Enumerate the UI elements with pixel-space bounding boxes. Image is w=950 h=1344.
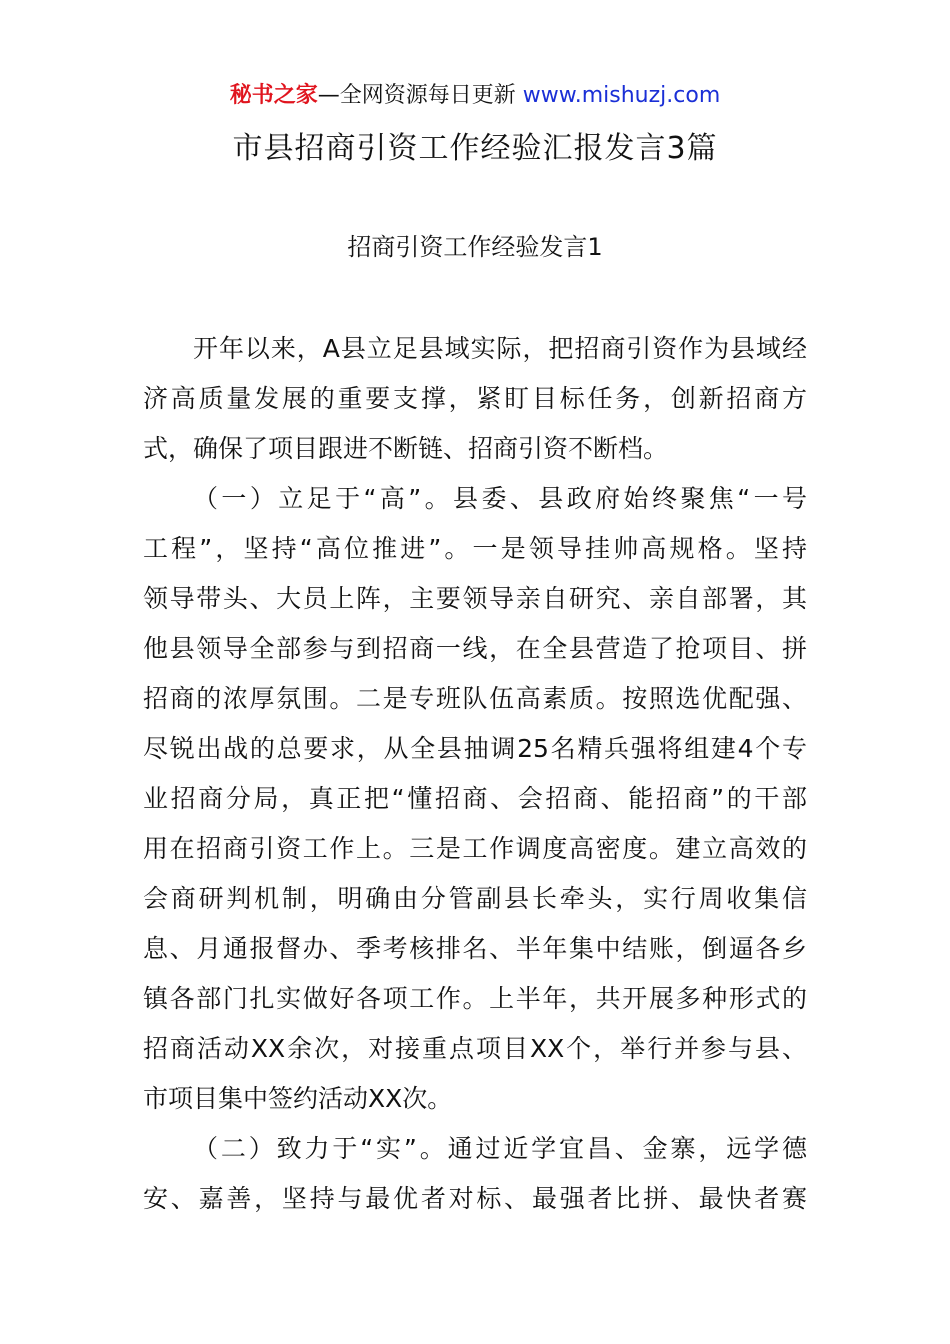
text-line: 安、嘉善，坚持与最优者对标、最强者比拼、最快者赛 — [143, 1184, 807, 1213]
header-tagline: —全网资源每日更新 — [317, 83, 523, 108]
site-header — [0, 80, 950, 112]
text-line: 济高质量发展的重要支撑，紧盯目标任务，创新招商方 — [143, 384, 807, 413]
brand-name: 秘书之家 — [229, 83, 318, 108]
text-line: 招商活动XX余次，对接重点项目XX个，举行并参与县、 — [143, 1034, 807, 1063]
document-body — [143, 324, 807, 1224]
paragraph-intro — [143, 324, 807, 474]
text-line: 用在招商引资工作上。三是工作调度高密度。建立高效的 — [143, 834, 807, 863]
paragraph-section-1 — [143, 474, 807, 1124]
site-url: www.mishuzj.com — [522, 83, 721, 108]
text-line: 市项目集中签约活动XX次。 — [143, 1084, 453, 1113]
text-line: 工程”，坚持“高位推进”。一是领导挂帅高规格。坚持 — [143, 534, 807, 563]
text-line: （一）立足于“高”。县委、县政府始终聚焦“一号 — [193, 484, 807, 513]
document-title: 市县招商引资工作经验汇报发言3篇 — [232, 131, 718, 166]
text-line: 开年以来，A县立足县域实际，把招商引资作为县域经 — [193, 334, 807, 363]
text-line: 他县领导全部参与到招商一线，在全县营造了抢项目、拼 — [143, 634, 807, 663]
text-line: 尽锐出战的总要求，从全县抽调25名精兵强将组建4个专 — [143, 734, 807, 763]
text-line: 镇各部门扎实做好各项工作。上半年，共开展多种形式的 — [143, 984, 807, 1013]
text-line: 领导带头、大员上阵，主要领导亲自研究、亲自部署，其 — [143, 584, 807, 613]
paragraph-section-2 — [143, 1124, 807, 1224]
text-line: 会商研判机制，明确由分管副县长牵头，实行周收集信 — [143, 884, 807, 913]
section-title: 招商引资工作经验发言1 — [347, 233, 603, 261]
text-line: 业招商分局，真正把“懂招商、会招商、能招商”的干部 — [143, 784, 807, 813]
text-line: 式，确保了项目跟进不断链、招商引资不断档。 — [143, 434, 669, 463]
text-line: （二）致力于“实”。通过近学宜昌、金寨，远学德 — [193, 1134, 807, 1163]
text-line: 招商的浓厚氛围。二是专班队伍高素质。按照选优配强、 — [143, 684, 807, 713]
text-line: 息、月通报督办、季考核排名、半年集中结账，倒逼各乡 — [143, 934, 807, 963]
